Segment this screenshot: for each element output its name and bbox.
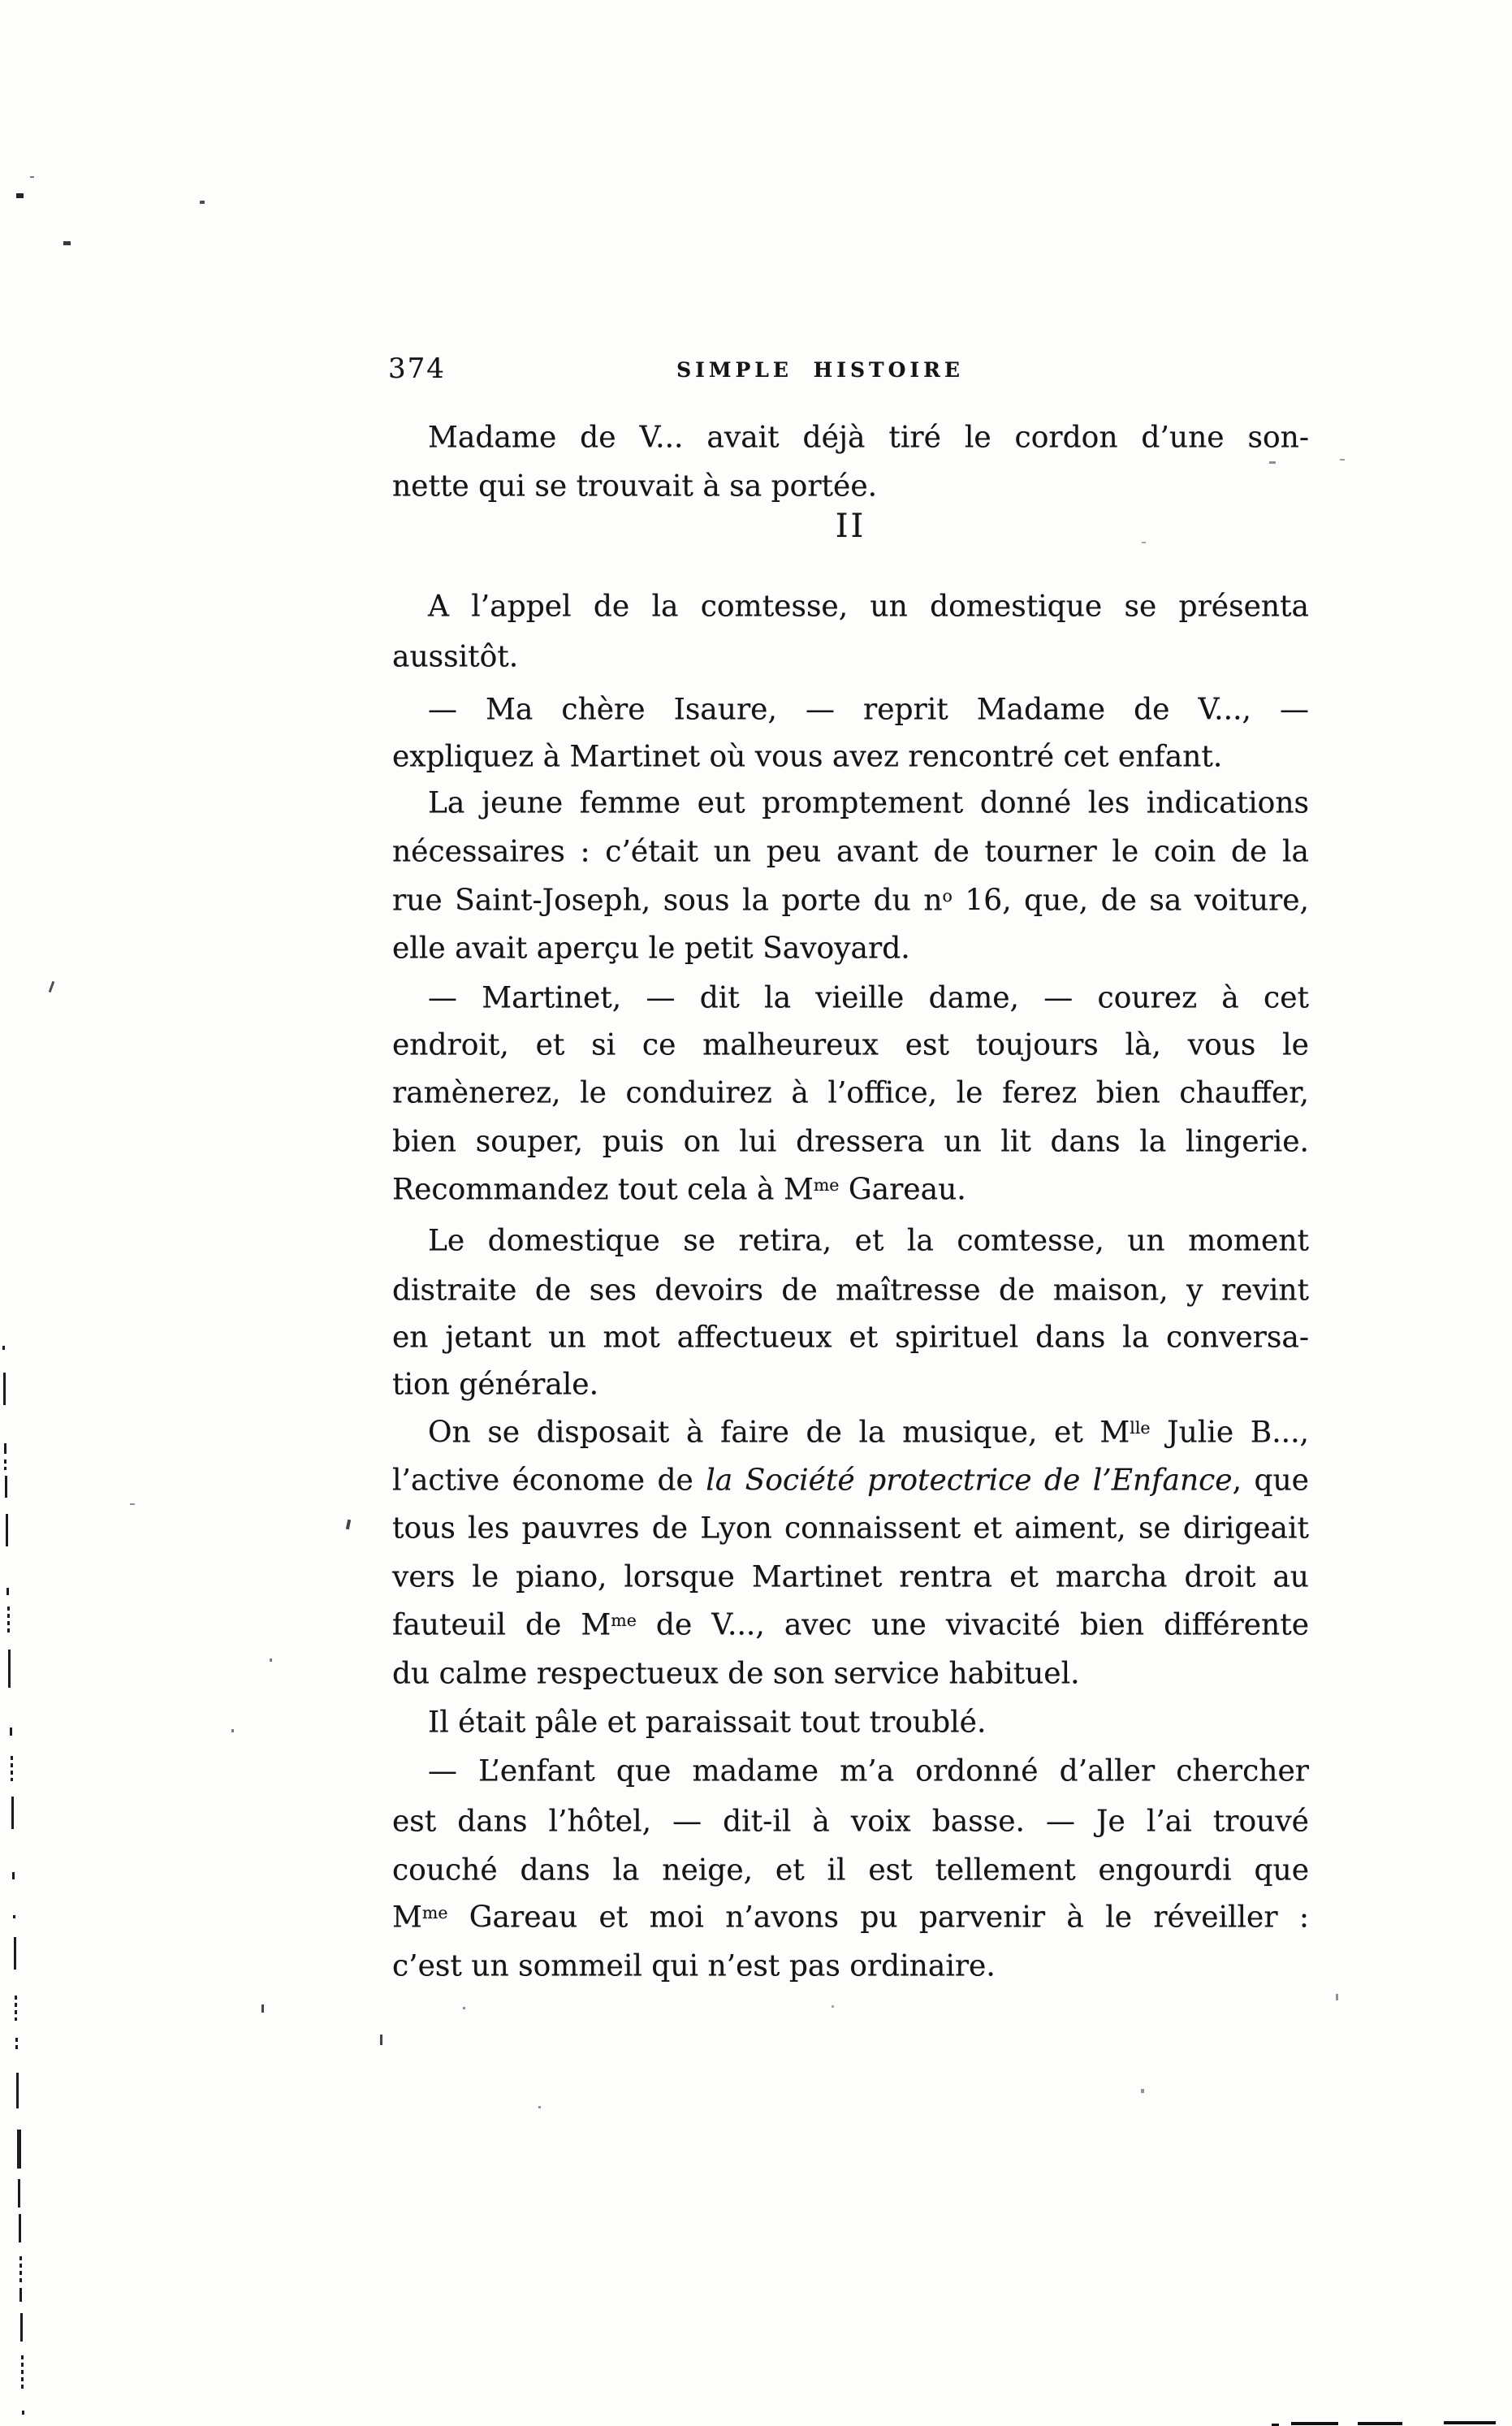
text-line: — L’enfant que madame m’a ordonné d’aller chercher <box>428 1754 1309 1788</box>
scan-artifact <box>17 2130 21 2169</box>
text-line: couché dans la neige, et il est tellement engourdi que <box>392 1853 1309 1888</box>
scan-speck <box>16 193 24 198</box>
scan-speck <box>346 1520 351 1530</box>
scan-artifact <box>4 1459 6 1470</box>
scan-speck <box>832 2005 834 2008</box>
scan-artifact <box>4 1443 6 1454</box>
text-line: endroit, et si ce malheureux est toujours là, vous le <box>392 1028 1309 1062</box>
scan-speck <box>130 1503 135 1505</box>
scan-artifact <box>3 1373 6 1405</box>
scan-artifact <box>1444 2421 1496 2424</box>
scan-artifact <box>21 2355 24 2390</box>
scan-speck <box>463 2007 465 2009</box>
text-line: en jetant un mot affectueux et spirituel dans la conversa- <box>392 1321 1309 1355</box>
text-line: tous les pauvres de Lyon connaissent et aiment, se dirigeait <box>392 1511 1309 1546</box>
text-line: nécessaires : c’était un peu avant de tourner le coin de la <box>392 835 1309 869</box>
text-line: Recommandez tout cela à $M^{me}$ Gareau. <box>392 1173 966 1207</box>
scan-artifact <box>13 1915 15 1918</box>
scan-artifact <box>11 1756 13 1781</box>
scan-artifact <box>16 2073 19 2108</box>
scan-artifact <box>8 1650 11 1688</box>
text-line: A l’appel de la comtesse, un domestique se présenta <box>428 590 1309 624</box>
text-line: — Ma chère Isaure, — reprit Madame de V..., — <box>428 693 1309 727</box>
text-line: elle avait aperçu le petit Savoyard. <box>392 932 910 966</box>
scan-artifact <box>19 2288 22 2302</box>
text-line: $M^{me}$ Gareau et moi n’avons pu parvenir à le réveiller : <box>392 1901 1309 1935</box>
scan-artifact <box>7 1607 10 1633</box>
scan-speck <box>1336 1994 1338 2000</box>
scan-speck <box>200 201 205 204</box>
scan-speck <box>1269 461 1276 464</box>
text-line: c’est un sommeil qui n’est pas ordinaire. <box>392 1949 996 1983</box>
text-line: vers le piano, lorsque Martinet rentra et marcha droit au <box>392 1560 1309 1594</box>
scan-artifact <box>6 1588 9 1595</box>
scan-artifact <box>5 1476 7 1498</box>
text-line: On se disposait à faire de la musique, et $M^{lle}$ Julie B..., <box>428 1416 1309 1450</box>
scan-artifact <box>2 1346 5 1350</box>
text-line: l’active économe de la Société protectrice de l’Enfance, que <box>392 1464 1309 1498</box>
text-line: aussitôt. <box>392 640 519 674</box>
text-line: est dans l’hôtel, — dit-il à voix basse. — Je l’ai trouvé <box>392 1805 1309 1839</box>
text-line: bien souper, puis on lui dressera un lit dans la lingerie. <box>392 1125 1309 1159</box>
running-title: SIMPLE HISTOIRE <box>676 358 964 382</box>
scan-speck <box>30 176 34 178</box>
scan-speck <box>63 241 71 245</box>
scan-artifact <box>11 1797 14 1829</box>
text-line: expliquez à Martinet où vous avez rencontré cet enfant. <box>392 740 1223 774</box>
scan-artifact <box>15 2038 18 2052</box>
scan-speck <box>538 2106 541 2108</box>
scan-artifact <box>22 2411 24 2415</box>
scan-artifact <box>19 2256 22 2285</box>
text-line: nette qui se trouvait à sa portée. <box>392 469 878 504</box>
scan-artifact <box>6 1514 8 1546</box>
scan-speck <box>49 981 55 992</box>
scan-speck <box>1340 459 1345 461</box>
text-line: rue Saint-Joseph, sous la porte du $n^o$ 16, que, de sa voiture, <box>392 884 1309 918</box>
page-number: 374 <box>388 352 446 385</box>
scan-speck <box>270 1658 272 1662</box>
text-line: du calme respectueux de son service habituel. <box>392 1657 1080 1691</box>
scan-artifact <box>10 1728 12 1736</box>
text-line: tion générale. <box>392 1368 599 1402</box>
scan-artifact <box>1358 2422 1402 2425</box>
text-line: Il était pâle et paraissait tout troublé. <box>428 1706 987 1740</box>
text-line: La jeune femme eut promptement donné les indications <box>428 786 1309 820</box>
scan-artifact <box>19 2214 21 2242</box>
text-line: Le domestique se retira, et la comtesse, un moment <box>428 1224 1309 1258</box>
text-line: distraite de ses devoirs de maîtresse de maison, y revint <box>392 1274 1309 1308</box>
scan-artifact <box>14 1937 16 1970</box>
scan-artifact <box>18 2179 20 2208</box>
scan-speck <box>1141 2089 1144 2093</box>
text-line: Madame de V... avait déjà tiré le cordon d’une son- <box>428 421 1309 455</box>
scan-artifact <box>15 1996 17 2021</box>
section-heading: II <box>835 508 866 545</box>
scan-speck <box>261 2004 264 2013</box>
text-line: fauteuil de $M^{me}$ de V..., avec une vivacité bien différente <box>392 1608 1310 1642</box>
scan-speck <box>380 2035 382 2045</box>
text-line: ramènerez, le conduirez à l’office, le ferez bien chauffer, <box>392 1076 1309 1110</box>
scan-artifact <box>1291 2422 1338 2425</box>
scan-speck <box>231 1729 234 1732</box>
scan-artifact <box>20 2313 23 2342</box>
text-line: — Martinet, — dit la vieille dame, — courez à cet <box>428 981 1309 1015</box>
scan-artifact <box>12 1872 15 1879</box>
scan-speck <box>1142 542 1146 543</box>
